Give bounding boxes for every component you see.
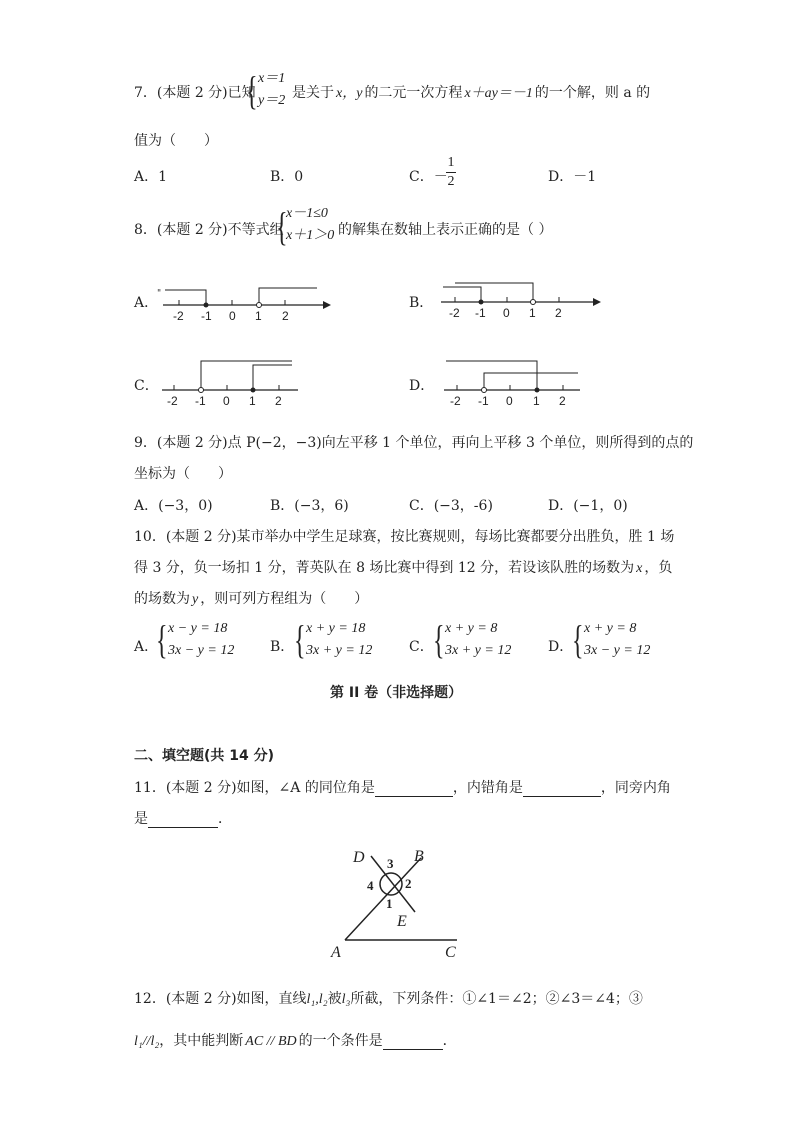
svg-text:A: A <box>331 944 341 961</box>
part-title: 二、填空题(共 14 分) <box>134 748 275 764</box>
brace-icon: { <box>433 617 445 662</box>
q10-line2: 得 3 分，负一场扣 1 分，菁英队在 8 场比赛中得到 12 分，若设该队胜的场数为 x ，负 <box>134 560 673 576</box>
svg-text:2: 2 <box>275 394 282 408</box>
q7-number: 7．(本题 2 分)已知 <box>134 85 256 101</box>
svg-text:2: 2 <box>405 876 412 891</box>
svg-text:1: 1 <box>533 394 540 408</box>
q9-line1: 9．(本题 2 分)点 P(−2，−3)向左平移 1 个单位，再向上平移 3 个单位，则所得到的点的 <box>134 435 694 451</box>
q8-option-a-mark: " <box>157 289 162 299</box>
svg-text:-2: -2 <box>167 394 178 408</box>
q8-option-c-label[interactable]: C． <box>134 378 159 394</box>
q7-system <box>258 68 285 112</box>
svg-text:E: E <box>397 913 407 930</box>
svg-text:1: 1 <box>529 306 536 320</box>
svg-text:-2: -2 <box>450 394 461 408</box>
answer-blank[interactable] <box>148 811 218 828</box>
q8-option-a-label[interactable]: A． <box>134 295 159 311</box>
q10-option-d-system: x + y = 8 3x − y = 12 <box>584 621 651 658</box>
q8-system-line2: x＋1＞0 <box>286 228 335 243</box>
q9-option-a[interactable]: A．(−3，0) <box>134 498 213 514</box>
svg-text:1: 1 <box>255 309 262 323</box>
svg-text:-1: -1 <box>201 309 212 323</box>
svg-text:-2: -2 <box>173 309 184 323</box>
svg-text:D: D <box>353 849 365 866</box>
q7-option-a[interactable]: A．1 <box>134 169 168 185</box>
q9-option-c[interactable]: C．(−3，-6) <box>409 498 493 514</box>
q7-option-b[interactable]: B．0 <box>270 169 304 185</box>
svg-text:B: B <box>414 848 424 865</box>
q7-stem-rest: 是关于 x，y 的二元一次方程 x＋ay＝－1 的一个解，则 a 的 <box>292 85 651 101</box>
svg-text:0: 0 <box>506 394 513 408</box>
answer-blank[interactable] <box>383 1033 443 1050</box>
q11-line2: 是 ． <box>134 811 232 827</box>
q11-line1: 11．(本题 2 分)如图，∠A 的同位角是 ，内错角是 ，同旁内角 <box>134 780 671 796</box>
q10-option-d[interactable]: D． <box>548 639 574 655</box>
q8-option-d-label[interactable]: D． <box>409 378 435 394</box>
brace-icon: { <box>572 617 584 662</box>
q7-system-line1: x＝1 <box>258 71 286 86</box>
brace-icon: { <box>156 617 168 662</box>
q8-system-line1: x－1≤0 <box>286 206 328 221</box>
answer-blank[interactable] <box>375 780 453 797</box>
svg-text:1: 1 <box>249 394 256 408</box>
q12-line2: l₁//l₂，其中能判断 AC // BD 的一个条件是 ． <box>134 1033 457 1049</box>
q7-option-c[interactable]: C．－ <box>409 169 448 185</box>
q9-option-b[interactable]: B．(−3，6) <box>270 498 349 514</box>
q10-option-c[interactable]: C． <box>409 639 434 655</box>
q10-option-b[interactable]: B． <box>270 639 295 655</box>
q11-figure <box>325 840 475 970</box>
brace-icon: { <box>294 617 306 662</box>
q10-option-a[interactable]: A． <box>134 639 159 655</box>
svg-text:-1: -1 <box>478 394 489 408</box>
q8-stem-tail: 的解集在数轴上表示正确的是（ ） <box>338 222 553 238</box>
section-title: 第 II 卷（非选择题） <box>330 685 463 701</box>
q10-option-a-system: x − y = 18 3x − y = 12 <box>168 621 235 658</box>
svg-text:2: 2 <box>559 394 566 408</box>
q8-system <box>286 203 334 247</box>
brace-icon: { <box>276 204 288 249</box>
q8-option-a-numberline <box>155 280 335 330</box>
q7-option-d[interactable]: D．－1 <box>548 169 597 185</box>
svg-text:0: 0 <box>503 306 510 320</box>
svg-text:C: C <box>445 944 456 961</box>
q7-line2: 值为（ ） <box>134 133 218 149</box>
answer-blank[interactable] <box>523 780 601 797</box>
svg-text:2: 2 <box>555 306 562 320</box>
q8-option-d-numberline <box>440 355 585 413</box>
q10-option-c-system: x + y = 8 3x + y = 12 <box>445 621 512 658</box>
svg-text:-2: -2 <box>449 306 460 320</box>
q8-stem: 8．(本题 2 分)不等式组 <box>134 222 284 238</box>
q9-option-d[interactable]: D．(−1，0) <box>548 498 628 514</box>
svg-text:3: 3 <box>387 856 394 871</box>
brace-icon: { <box>246 68 258 113</box>
q8-option-b-numberline <box>435 275 605 325</box>
q10-option-b-system: x + y = 18 3x + y = 12 <box>306 621 373 658</box>
q9-line2: 坐标为（ ） <box>134 466 232 482</box>
svg-text:0: 0 <box>229 309 236 323</box>
q12-line1: 12．(本题 2 分)如图，直线l₁,l₂被l₃所截，下列条件：①∠1＝∠2；②∠3＝∠4；③ <box>134 991 643 1007</box>
q7-option-c-fraction: 1 2 <box>447 155 455 189</box>
svg-text:-1: -1 <box>475 306 486 320</box>
q10-line3: 的场数为 y ，则可列方程组为（ ） <box>134 591 369 607</box>
q10-line1: 10．(本题 2 分)某市举办中学生足球赛，按比赛规则，每场比赛都要分出胜负，胜 1 场 <box>134 529 675 545</box>
svg-text:4: 4 <box>367 878 374 893</box>
svg-text:1: 1 <box>386 896 393 911</box>
q7-system-line2: y＝2 <box>258 93 286 108</box>
svg-text:2: 2 <box>282 309 289 323</box>
q8-option-b-label[interactable]: B． <box>409 295 434 311</box>
svg-text:0: 0 <box>223 394 230 408</box>
svg-text:-1: -1 <box>195 394 206 408</box>
q8-option-c-numberline <box>158 355 308 413</box>
q7-stem <box>134 82 256 102</box>
